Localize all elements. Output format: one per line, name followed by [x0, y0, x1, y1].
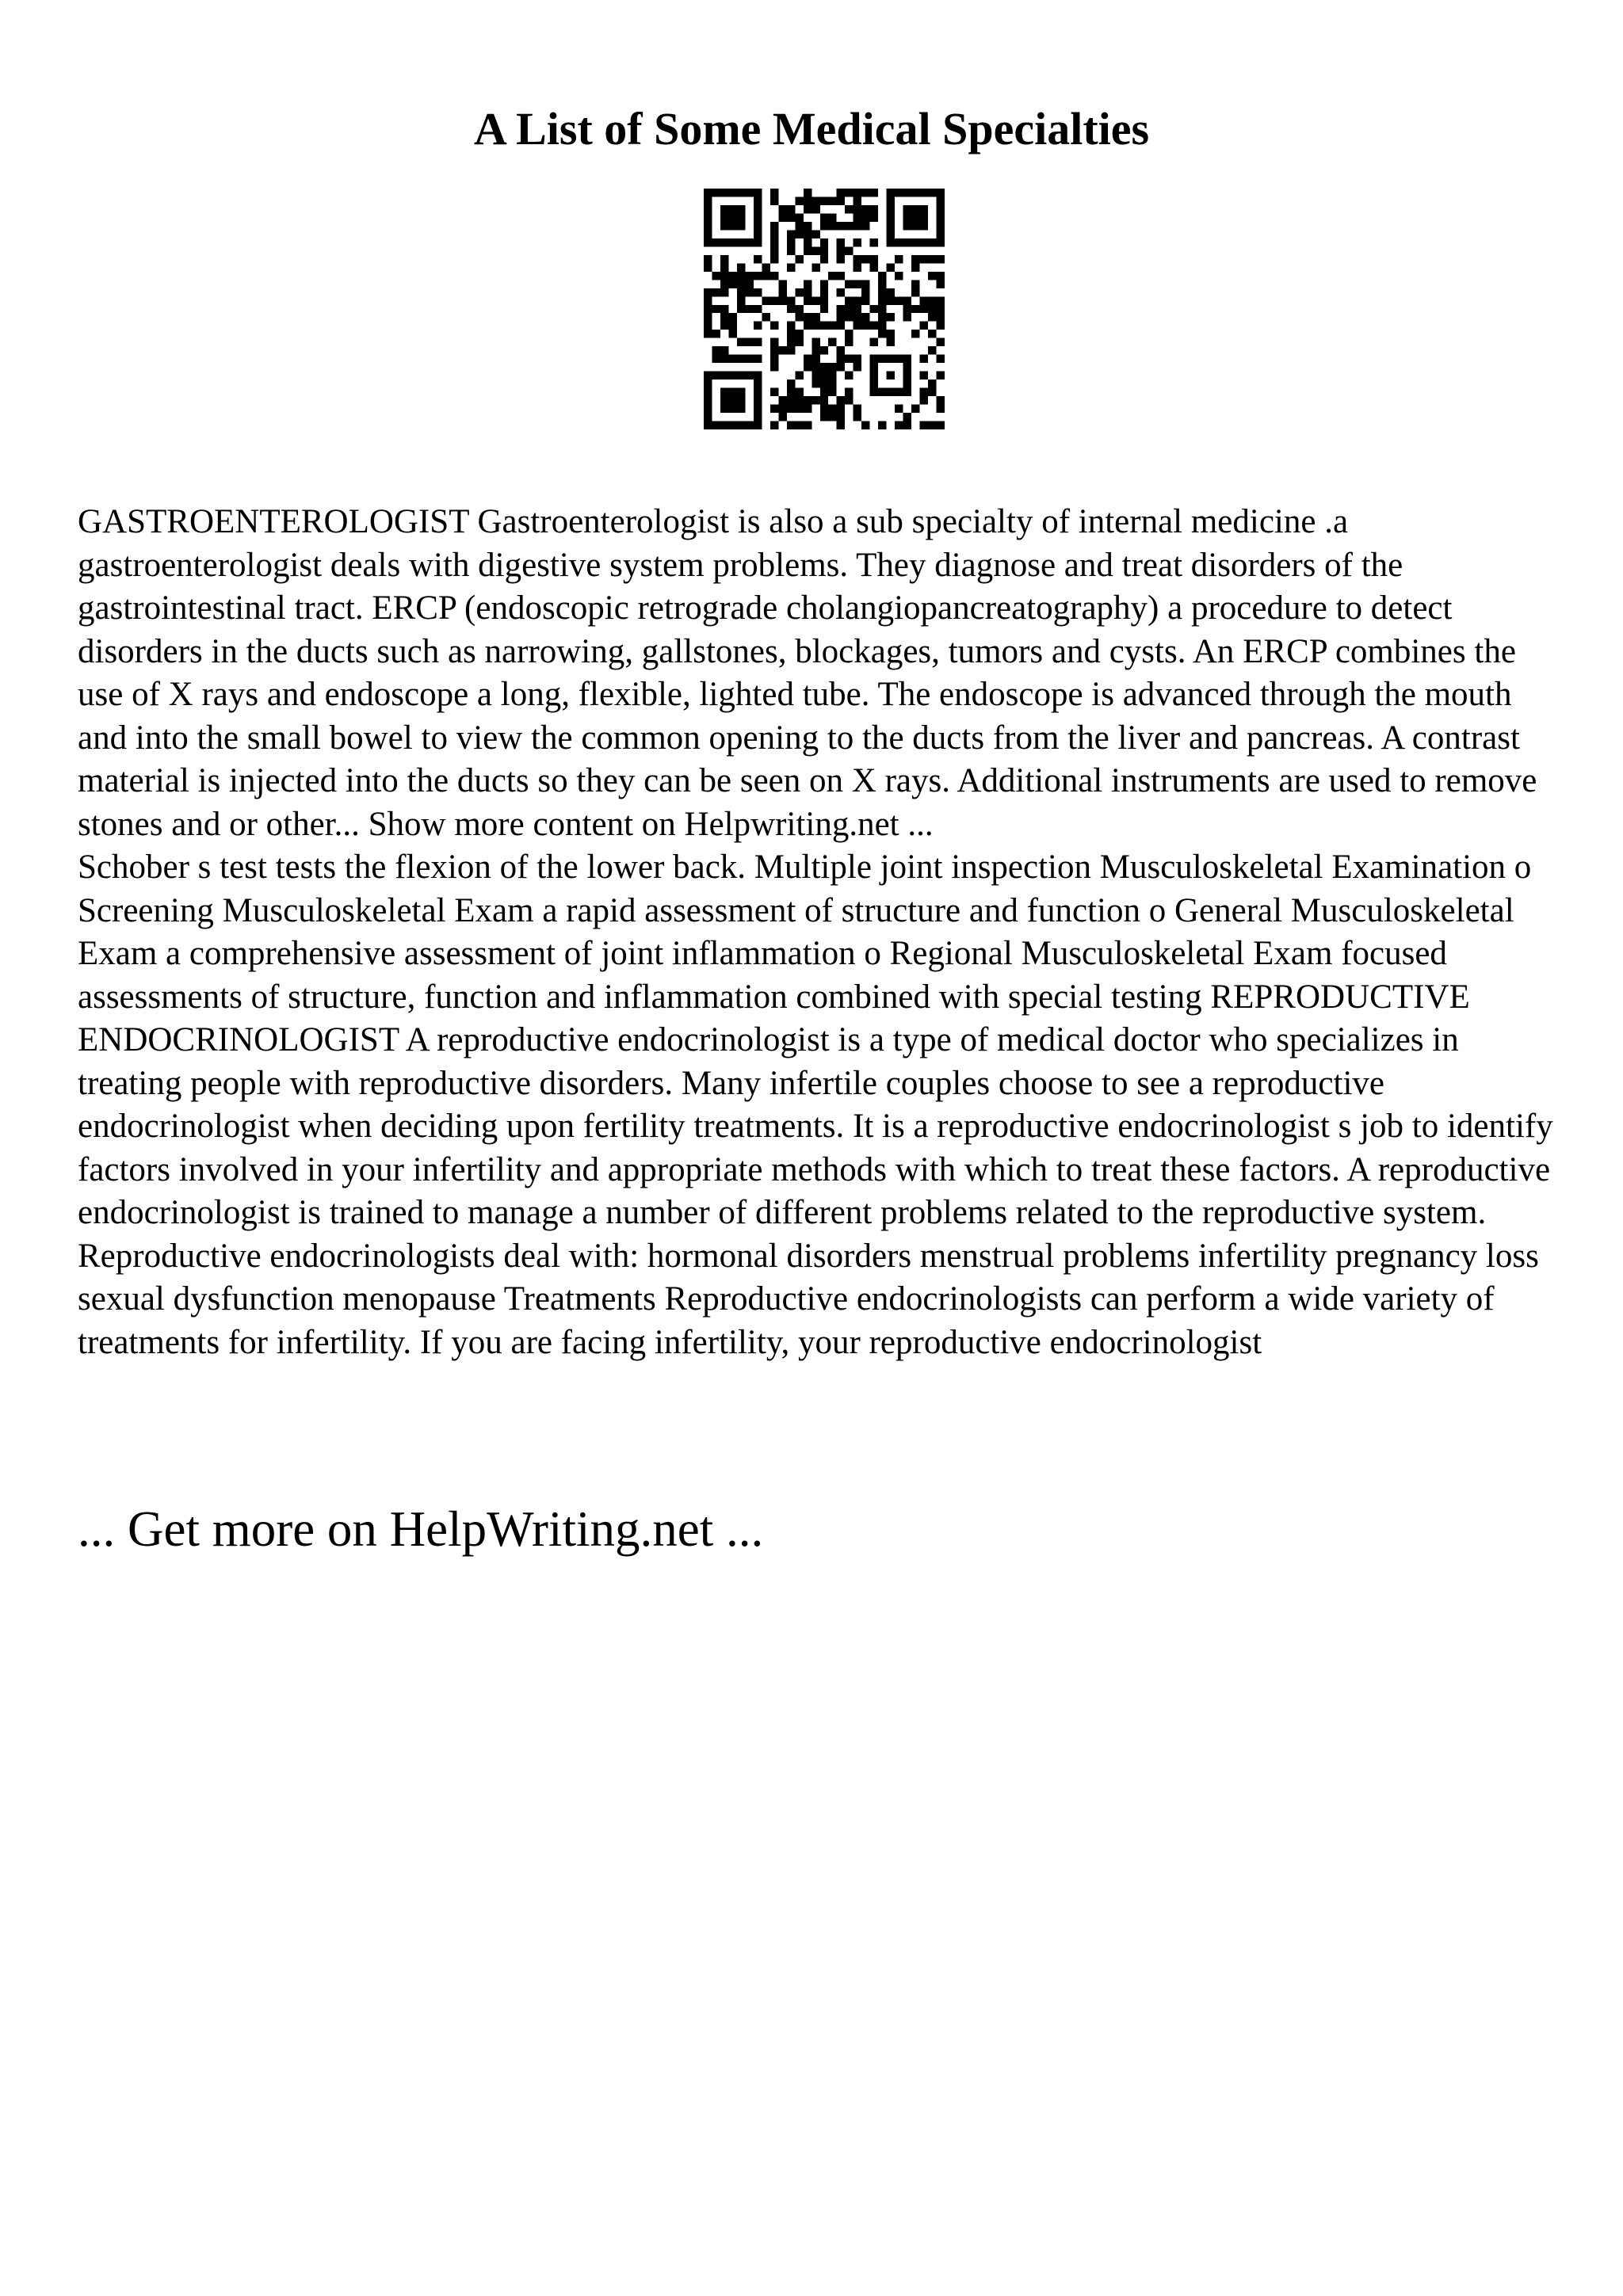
article-body [78, 501, 1568, 1364]
page-title: A List of Some Medical Specialties [473, 103, 1150, 154]
paragraph-gastroenterologist: GASTROENTEROLOGIST Gastroenterologist is also a sub specialty of internal medicine .a gastroenterologist deals with digestive system problems. They diagnose and treat disorders of the gastrointestinal tract. ERCP (endoscopic retrograde cholangiopancreatography) a procedure to detect disorders in the ducts such as narrowing, gallstones, blockages, tumors and cysts. An ERCP combines the use of X rays and endoscope a long, flexible, lighted tube. The endoscope is advanced through the mouth and into the small bowel to view the common opening to the ducts from the liver and pancreas. A contrast material is injected into the ducts so they can be seen on X rays. Additional instruments are used to remove stones and or other... Show more content on Helpwriting.net ... [78, 503, 1537, 843]
paragraph-musculoskeletal-reproductive: Schober s test tests the flexion of the lower back. Multiple joint inspection Musculoskeletal Examination o Screening Musculoskeletal Exam a rapid assessment of structure and function o General Musculoskeletal Exam a comprehensive assessment of joint inflammation o Regional Musculoskeletal Exam focused assessments of structure, function and inflammation combined with special testing REPRODUCTIVE ENDOCRINOLOGIST A reproductive endocrinologist is a type of medical doctor who specializes in treating people with reproductive disorders. Many infertile couples choose to see a reproductive endocrinologist when deciding upon fertility treatments. It is a reproductive endocrinologist s job to identify factors involved in your infertility and appropriate methods with which to treat these factors. A reproductive endocrinologist is trained to manage a number of different problems related to the reproductive system. Reproductive endocrinologists deal with: hormonal disorders menstrual problems infertility pregnancy loss sexual dysfunction menopause Treatments Reproductive endocrinologists can perform a wide variety of treatments for infertility. If you are facing infertility, your reproductive endocrinologist [78, 849, 1553, 1361]
qr-code-icon [704, 189, 945, 429]
get-more-link[interactable]: ... Get more on HelpWriting.net ... [78, 1501, 764, 1557]
